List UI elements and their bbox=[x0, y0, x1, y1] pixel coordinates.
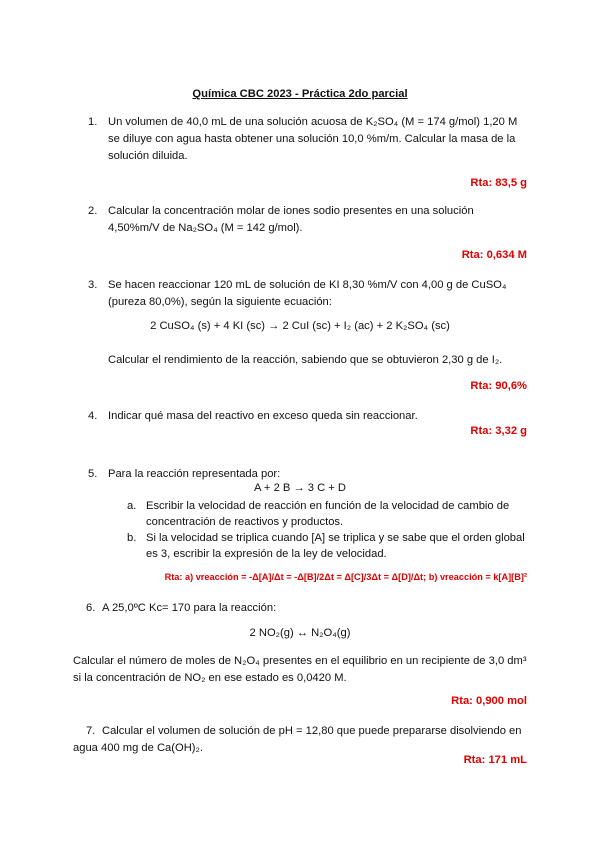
equation-3: 2 CuSO₄ (s) + 4 KI (sc) → 2 CuI (sc) + I₂ (ac) + 2 K₂SO₄ (sc) bbox=[150, 320, 450, 332]
equation-6: 2 NO₂(g) ↔ N₂O₄(g) bbox=[249, 627, 351, 639]
question-text: Para la reacción representada por: bbox=[108, 468, 281, 480]
sub-letter: a. bbox=[127, 500, 137, 512]
answer-7: Rta: 171 mL bbox=[463, 754, 527, 766]
equation-5: A + 2 B → 3 C + D bbox=[253, 482, 347, 494]
question-6-text2: Calcular el número de moles de N₂O₄ presentes en el equilibrio en un recipiente de 3,0 dm³ si la concentración de NO₂ en ese estado es 0,0420 M. bbox=[73, 655, 527, 684]
question-7-text: Calcular el volumen de solución de pH = 12,80 que puede prepararse disolviendo en agua 400 mg de Ca(OH)₂. bbox=[73, 725, 522, 754]
question-number: 1. bbox=[88, 116, 98, 128]
question-text: Se hacen reaccionar 120 mL de solución de KI 8,30 %m/V con 4,00 g de CuSO₄ (pureza 80,0%), según la siguiente ecuación: bbox=[108, 279, 507, 308]
question-text: Un volumen de 40,0 mL de una solución acuosa de K₂SO₄ (M = 174 g/mol) 1,20 M se diluye con agua hasta obtener una solución 10,0 %m/m. Calcular la masa de la solución diluida. bbox=[108, 116, 518, 162]
question-number: 7. bbox=[86, 725, 96, 737]
page-title: Química CBC 2023 - Práctica 2do parcial bbox=[192, 88, 408, 100]
question-number: 6. bbox=[86, 602, 96, 614]
answer-6: Rta: 0,900 mol bbox=[451, 695, 527, 707]
answer-5: Rta: a) vreacción = -Δ[A]/Δt = -Δ[B]/2Δt = Δ[C]/3Δt = Δ[D]/Δt; b) vreacción = k[A][B]² bbox=[164, 572, 527, 582]
answer-2: Rta: 0,634 M bbox=[461, 249, 527, 261]
question-number: 5. bbox=[88, 468, 98, 480]
question-number: 2. bbox=[88, 205, 98, 217]
question-number: 4. bbox=[88, 410, 98, 422]
sub-letter: b. bbox=[127, 532, 137, 544]
sub-text: Escribir la velocidad de reacción en función de la velocidad de cambio de concentración de reactivos y productos. bbox=[146, 500, 510, 528]
answer-1: Rta: 83,5 g bbox=[470, 177, 527, 189]
question-text: Indicar qué masa del reactivo en exceso queda sin reaccionar. bbox=[108, 410, 418, 422]
question-text: A 25,0ºC Kc= 170 para la reacción: bbox=[102, 602, 277, 614]
answer-4: Rta: 3,32 g bbox=[470, 425, 527, 437]
question-3-text2: Calcular el rendimiento de la reacción, sabiendo que se obtuvieron 2,30 g de I₂. bbox=[108, 354, 503, 366]
question-number: 3. bbox=[88, 279, 98, 291]
question-text: Calcular la concentración molar de iones sodio presentes en una solución 4,50%m/V de Na₂SO₄ (M = 142 g/mol). bbox=[108, 205, 474, 234]
answer-3: Rta: 90,6% bbox=[470, 380, 527, 392]
sub-text: Si la velocidad se triplica cuando [A] se triplica y se sabe que el orden global es 3, escribir la expresión de la ley de velocidad. bbox=[146, 532, 525, 560]
